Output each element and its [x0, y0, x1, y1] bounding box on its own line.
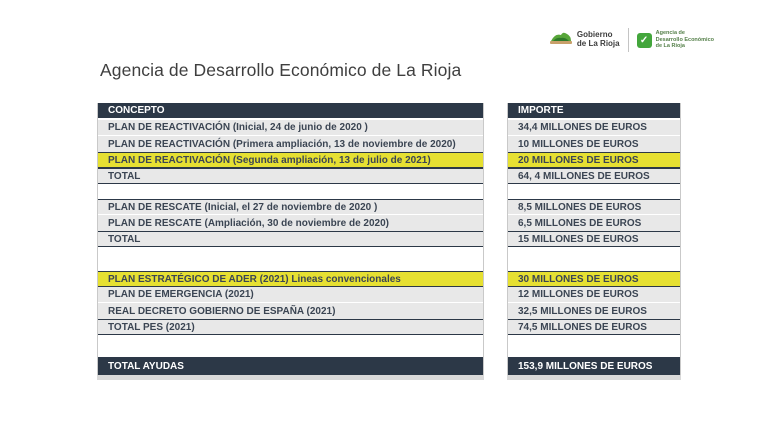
budget-table: [97, 103, 681, 380]
concepto-cell: PLAN DE EMERGENCIA (2021): [98, 287, 483, 303]
concepto-cell: PLAN DE REACTIVACIÓN (Primera ampliación, 13 de noviembre de 2020): [98, 136, 483, 152]
gobierno-logo-line1: Gobierno: [576, 30, 613, 40]
page-title: Agencia de Desarrollo Económico de La Rioja: [100, 60, 462, 80]
importe-cell-highlighted: 30 MILLONES DE EUROS: [508, 271, 680, 287]
concepto-total-cell: TOTAL: [98, 231, 483, 247]
concepto-cell: REAL DECRETO GOBIERNO DE ESPAÑA (2021): [98, 303, 483, 319]
concepto-total-cell: TOTAL: [98, 168, 483, 184]
ader-logo-line2: Desarrollo Económico: [655, 36, 714, 43]
importe-total-cell: 15 MILLONES DE EUROS: [508, 231, 680, 247]
logo-bar: [549, 25, 714, 55]
ader-logo-line3: de La Rioja: [655, 43, 685, 50]
importe-total-cell: 74,5 MILLONES DE EUROS: [508, 319, 680, 335]
importe-cell: 12 MILLONES DE EUROS: [508, 287, 680, 303]
importe-cell: 10 MILLONES DE EUROS: [508, 136, 680, 152]
gobierno-logo: [549, 29, 620, 51]
importe-cell: 32,5 MILLONES DE EUROS: [508, 303, 680, 319]
importe-column-body: [507, 103, 681, 375]
section-gap: [98, 247, 483, 271]
importe-cell-highlighted: 20 MILLONES DE EUROS: [508, 152, 680, 168]
ader-logo-line1: Agencia de: [655, 29, 685, 36]
importe-cell: 34,4 MILLONES DE EUROS: [508, 120, 680, 136]
importe-cell: 8,5 MILLONES DE EUROS: [508, 199, 680, 215]
importe-header-cell: IMPORTE: [508, 103, 680, 120]
table-shadow: [97, 375, 484, 380]
gobierno-logo-line2: de La Rioja: [576, 39, 620, 48]
importe-cell: 6,5 MILLONES DE EUROS: [508, 215, 680, 231]
concepto-cell: PLAN DE RESCATE (Ampliación, 30 de noviembre de 2020): [98, 215, 483, 231]
concepto-column: [97, 103, 484, 380]
section-gap: [508, 184, 680, 199]
concepto-total-cell: TOTAL PES (2021): [98, 319, 483, 335]
concepto-cell-highlighted: PLAN ESTRATÉGICO DE ADER (2021) Lineas convencionales: [98, 271, 483, 287]
ader-logo: [637, 30, 714, 51]
importe-column: [507, 103, 681, 380]
logo-divider: [628, 28, 629, 52]
importe-grand-total-cell: 153,9 MILLONES DE EUROS: [508, 357, 680, 375]
table-shadow: [507, 375, 681, 380]
ader-logo-text: [656, 30, 714, 51]
concepto-cell: PLAN DE RESCATE (Inicial, el 27 de noviembre de 2020 ): [98, 199, 483, 215]
importe-total-cell: 64, 4 MILLONES DE EUROS: [508, 168, 680, 184]
ader-checkmark-icon: ✓: [637, 33, 652, 48]
section-gap: [508, 247, 680, 271]
concepto-cell: PLAN DE REACTIVACIÓN (Inicial, 24 de junio de 2020 ): [98, 120, 483, 136]
section-gap: [98, 184, 483, 199]
concepto-cell-highlighted: PLAN DE REACTIVACIÓN (Segunda ampliación, 13 de julio de 2021): [98, 152, 483, 168]
gobierno-mountains-icon: [549, 29, 573, 51]
section-gap: [508, 335, 680, 357]
concepto-header-cell: CONCEPTO: [98, 103, 483, 120]
concepto-column-body: [97, 103, 484, 375]
concepto-grand-total-cell: TOTAL AYUDAS: [98, 357, 483, 375]
section-gap: [98, 335, 483, 357]
gobierno-logo-text: [577, 31, 620, 49]
